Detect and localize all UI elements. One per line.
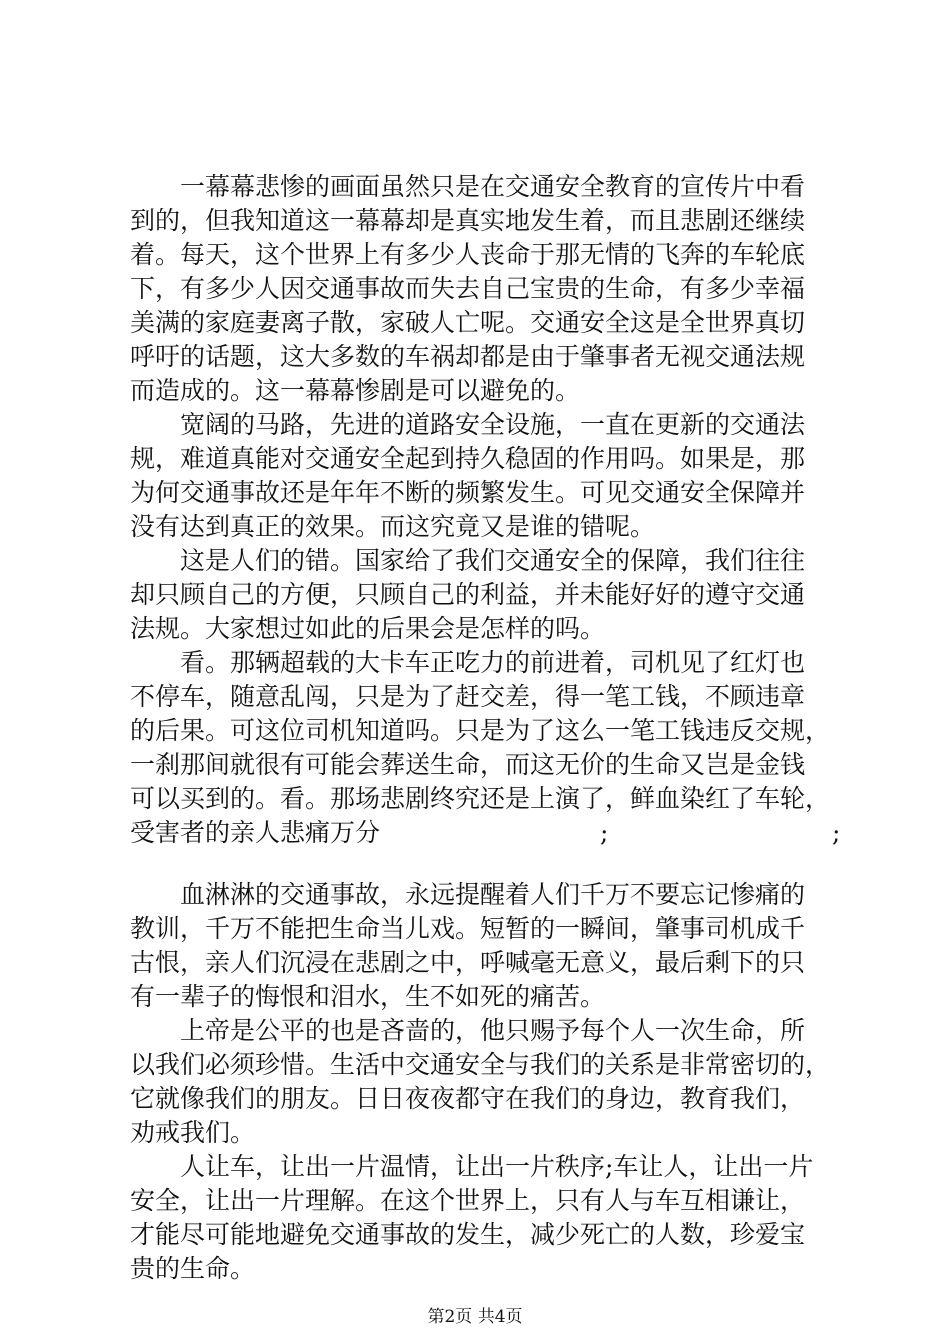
paragraph-4-line-5: 可以买到的。看。那场悲剧终究还是上演了，鲜血染红了车轮，	[130, 784, 831, 813]
paragraph-6-line-3: 它就像我们的朋友。日日夜夜都守在我们的身边，教育我们，	[130, 1084, 806, 1113]
paragraph-1-line-4: 下，有多少人因交通事故而失去自己宝贵的生命，有多少幸福	[130, 274, 806, 303]
paragraph-4-line-2: 不停车，随意乱闯，只是为了赶交差，得一笔工钱，不顾违章	[130, 682, 806, 711]
trailing-semicolon-1: ;	[600, 818, 609, 847]
paragraph-4-line-6: 受害者的亲人悲痛万分	[130, 818, 381, 847]
paragraph-1-line-1: 一幕幕悲惨的画面虽然只是在交通安全教育的宣传片中看	[180, 172, 806, 201]
paragraph-7-line-3: 才能尽可能地避免交通事故的发生，减少死亡的人数，珍爱宝	[130, 1220, 806, 1249]
paragraph-2-line-4: 没有达到真正的效果。而这究竟又是谁的错呢。	[130, 512, 656, 541]
page-number-footer: 第2页 共4页	[427, 1307, 523, 1327]
paragraph-3-line-1: 这是人们的错。国家给了我们交通安全的保障，我们往往	[180, 546, 806, 575]
paragraph-5-line-4: 有一辈子的悔恨和泪水，生不如死的痛苦。	[130, 982, 606, 1011]
paragraph-1-line-2: 到的，但我知道这一幕幕却是真实地发生着，而且悲剧还继续	[130, 206, 806, 235]
paragraph-4-line-4: 一刹那间就很有可能会葬送生命，而这无价的生命又岂是金钱	[130, 750, 806, 779]
paragraph-6-line-4: 劝戒我们。	[130, 1118, 256, 1147]
paragraph-3-line-3: 法规。大家想过如此的后果会是怎样的吗。	[130, 614, 606, 643]
paragraph-7-line-2: 安全，让出一片理解。在这个世界上，只有人与车互相谦让，	[130, 1186, 806, 1215]
paragraph-6-line-1: 上帝是公平的也是吝啬的，他只赐予每个人一次生命，所	[180, 1016, 806, 1045]
paragraph-1-line-7: 而造成的。这一幕幕惨剧是可以避免的。	[130, 376, 581, 405]
paragraph-7-line-1: 人让车，让出一片温情，让出一片秩序;车让人，让出一片	[180, 1152, 814, 1181]
paragraph-1-line-3: 着。每天，这个世界上有多少人丧命于那无情的飞奔的车轮底	[130, 240, 806, 269]
paragraph-2-line-2: 规，难道真能对交通安全起到持久稳固的作用吗。如果是，那	[130, 444, 806, 473]
paragraph-3-line-2: 却只顾自己的方便，只顾自己的利益，并未能好好的遵守交通	[130, 580, 806, 609]
paragraph-5-line-1: 血淋淋的交通事故，永远提醒着人们千万不要忘记惨痛的	[180, 880, 806, 909]
paragraph-1-line-5: 美满的家庭妻离子散，家破人亡呢。交通安全这是全世界真切	[130, 308, 806, 337]
paragraph-2-line-3: 为何交通事故还是年年不断的频繁发生。可见交通安全保障并	[130, 478, 806, 507]
paragraph-4-line-3: 的后果。可这位司机知道吗。只是为了这么一笔工钱违反交规，	[130, 716, 831, 745]
paragraph-5-line-3: 古恨，亲人们沉浸在悲剧之中，呼喊毫无意义，最后剩下的只	[130, 948, 806, 977]
paragraph-2-line-1: 宽阔的马路，先进的道路安全设施，一直在更新的交通法	[180, 410, 806, 439]
paragraph-5-line-2: 教训，千万不能把生命当儿戏。短暂的一瞬间，肇事司机成千	[130, 914, 806, 943]
paragraph-7-line-4: 贵的生命。	[130, 1254, 256, 1283]
paragraph-1-line-6: 呼吁的话题，这大多数的车祸却都是由于肇事者无视交通法规	[130, 342, 806, 371]
trailing-semicolon-2: ;	[832, 818, 841, 847]
paragraph-6-line-2: 以我们必须珍惜。生活中交通安全与我们的关系是非常密切的，	[130, 1050, 831, 1079]
paragraph-4-line-1: 看。那辆超载的大卡车正吃力的前进着，司机见了红灯也	[180, 648, 806, 677]
